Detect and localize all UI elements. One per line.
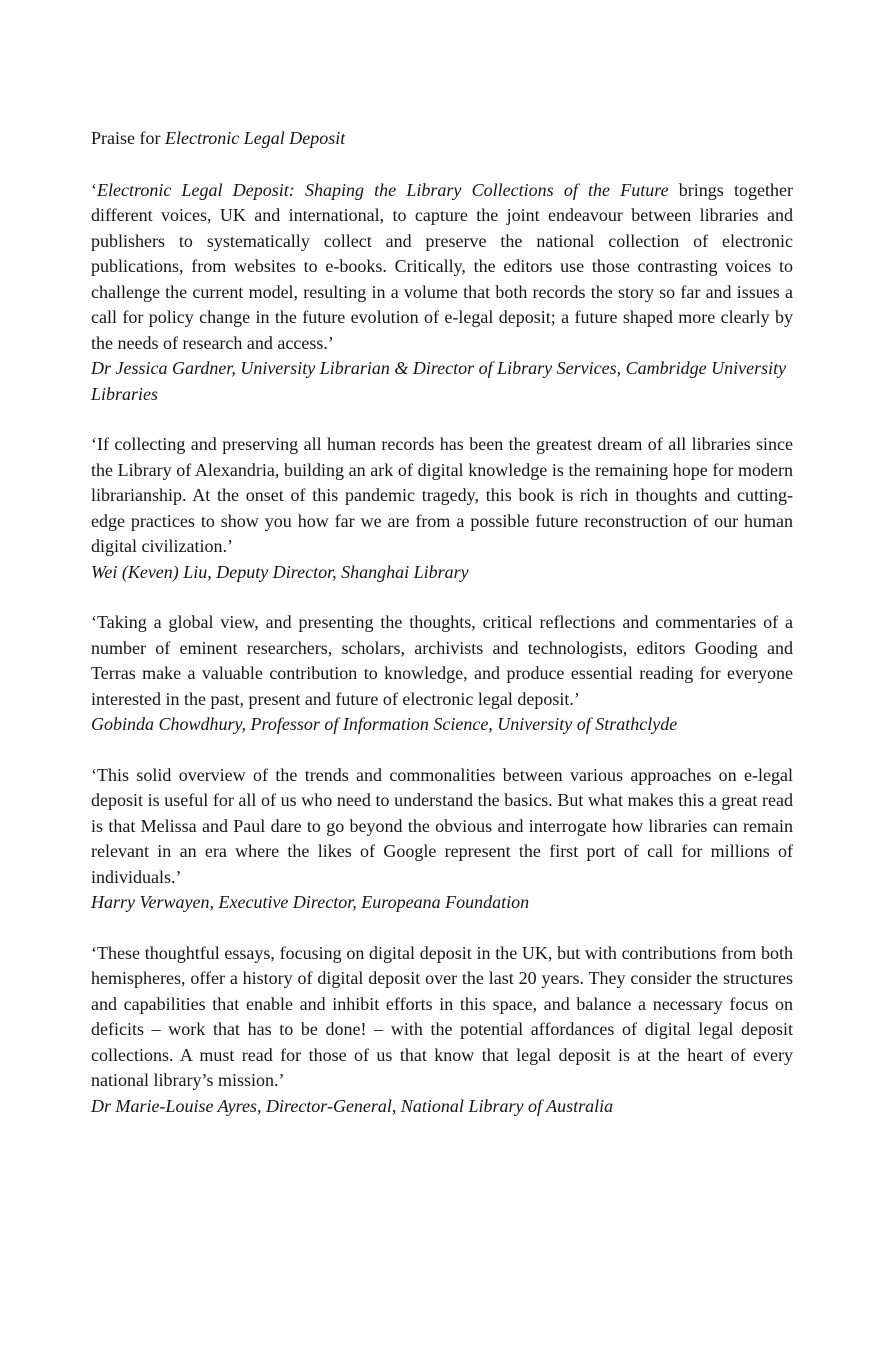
quote-block — [91, 941, 793, 1120]
quote-block — [91, 610, 793, 738]
quote-attribution: Gobinda Chowdhury, Professor of Information Science, University of Strathclyde — [91, 714, 678, 734]
quote-text — [91, 432, 793, 560]
quote-block — [91, 432, 793, 585]
quote-text — [91, 610, 793, 712]
quote-text — [91, 763, 793, 891]
quote-body: brings together different voices, UK and international, to capture the joint endeavour between libraries and publishers to systematically collect and preserve the national collection of electronic publications, from websites to e-books. Critically, the editors use those contrasting voices to challenge the current model, resulting in a volume that both records the story so far and issues a call for policy change in the future evolution of e-legal deposit; a future shaped more clearly by the needs of research and access.’ — [91, 179, 793, 353]
text-block — [91, 126, 793, 1119]
quote-body: ‘Taking a global view, and presenting the thoughts, critical reflections and commentaries of a number of eminent researchers, scholars, archivists and technologists, editors Gooding and Terras make a valuable contribution to knowledge, and produce essential reading for everyone interested in the past, present and future of electronic legal deposit.’ — [91, 612, 793, 709]
quote-book-title: Electronic Legal Deposit: Shaping the Library Collections of the Future — [97, 179, 669, 200]
quote-attribution: Harry Verwayen, Executive Director, Europeana Foundation — [91, 892, 530, 912]
quote-body: ‘These thoughtful essays, focusing on digital deposit in the UK, but with contributions from both hemispheres, offer a history of digital deposit over the last 20 years. They consider the structures and capabilities that enable and inhibit efforts in this space, and balance a necessary focus on deficits – work that has to be done! – with the potential affordances of digital legal deposit collections. A must read for those of us that know that legal deposit is at the heart of every national library’s mission.’ — [91, 942, 793, 1090]
quote-open-mark: ‘ — [91, 179, 97, 200]
quote-block — [91, 178, 793, 408]
quote-body: ‘If collecting and preserving all human records has been the greatest dream of all libraries since the Library of Alexandria, building an ark of digital knowledge is the remaining hope for modern librarianship. At the onset of this pandemic tragedy, this book is rich in thoughts and cutting-edge practices to show you how far we are from a possible future reconstruction of our human digital civilization.’ — [91, 434, 793, 556]
book-title: Electronic Legal Deposit — [164, 128, 346, 148]
quote-text — [91, 941, 793, 1094]
quote-text — [91, 178, 793, 357]
quote-body: ‘This solid overview of the trends and commonalities between various approaches on e-legal deposit is useful for all of us who need to understand the basics. But what makes this a great read is that Melissa and Paul dare to go beyond the obvious and interrogate how libraries can remain relevant in an era where the likes of Google represent the first port of call for millions of individuals.’ — [91, 764, 793, 887]
page-title — [91, 126, 793, 152]
quote-block — [91, 763, 793, 916]
praise-prefix: Praise for — [91, 128, 165, 148]
quote-attribution: Dr Jessica Gardner, University Librarian & Director of Library Services, Cambridge University Libraries — [91, 358, 787, 404]
quote-attribution: Dr Marie-Louise Ayres, Director-General, National Library of Australia — [91, 1095, 614, 1116]
quote-attribution: Wei (Keven) Liu, Deputy Director, Shanghai Library — [91, 561, 469, 582]
